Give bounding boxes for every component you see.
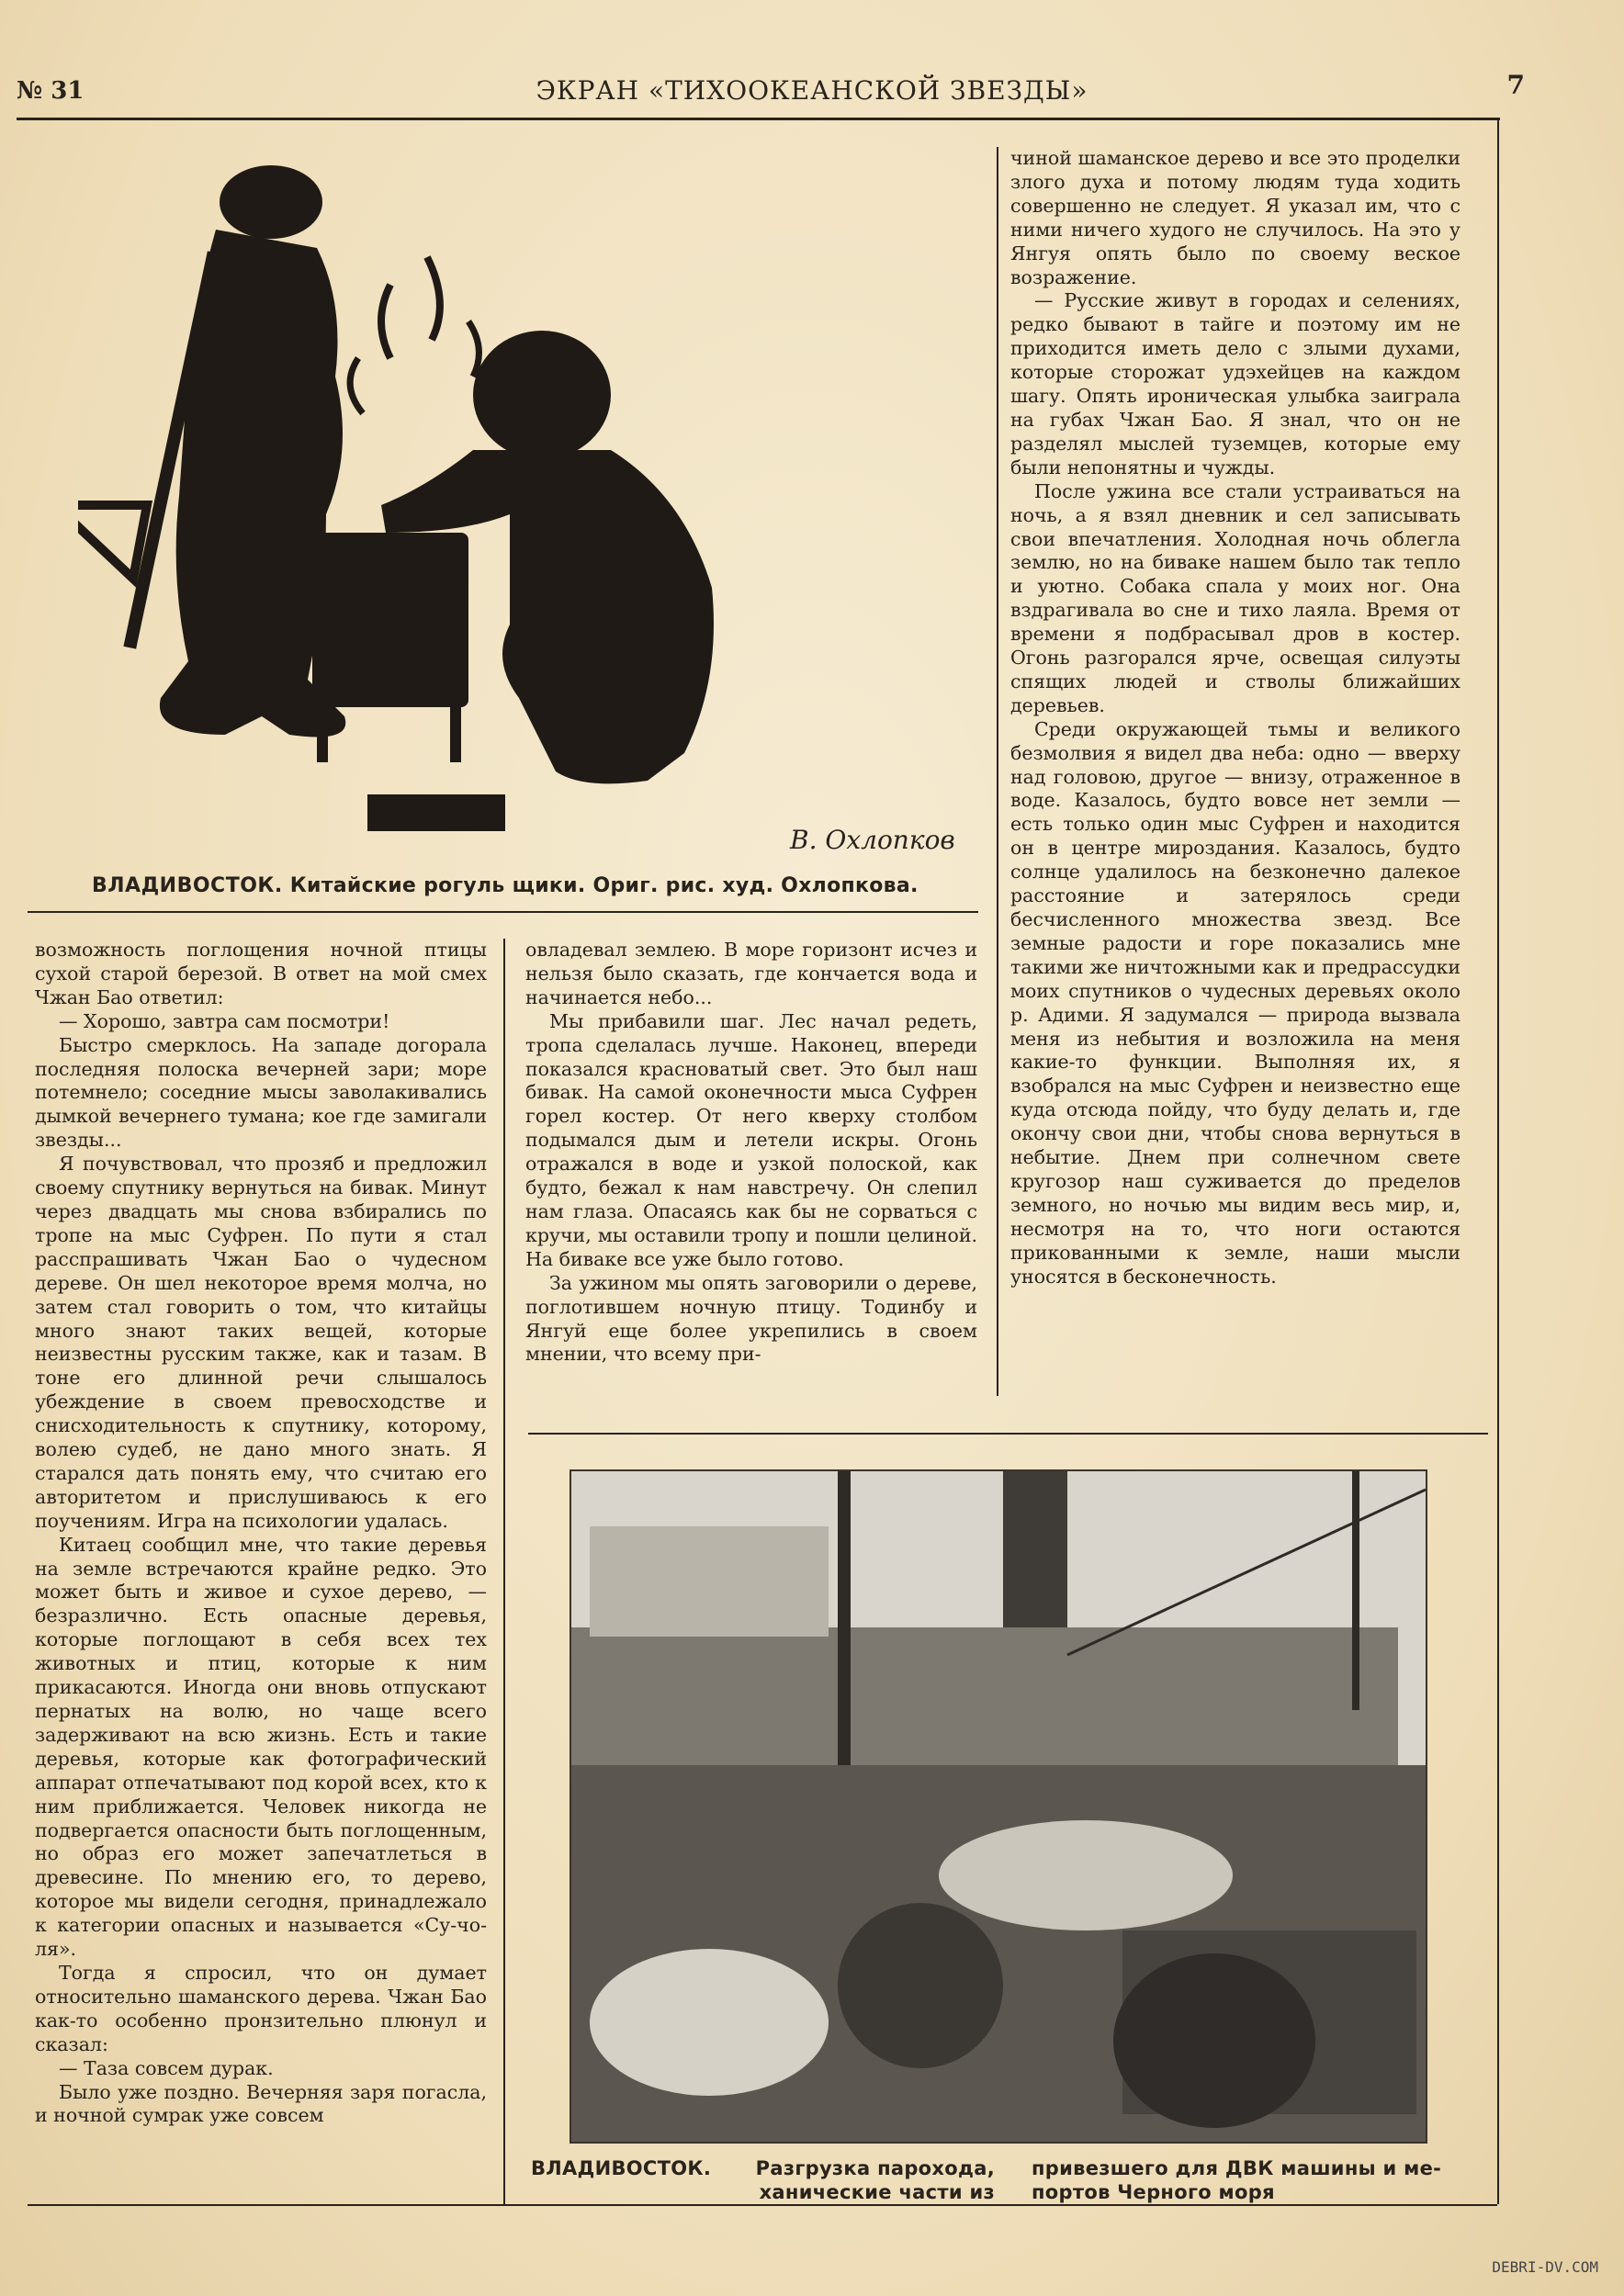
- paragraph: После ужина все стали устраиваться на ночь, а я взял дневник и сел записывать свои впечатления. Холодная ночь облегла землю, но на бивакe нашем было так тепло и уютно. Собака спала у моих ног. Она вздрагивала во сне и тихо лаяла. Время от времени я подбрасывал дров в костер. Огонь разгорался ярче, освещая силуэты спящих людей и стволы ближайших деревьев.: [1010, 479, 1460, 716]
- paragraph: овладевал землею. В море горизонт исчез и нельзя было сказать, где кончается вода и начинается небо...: [525, 939, 977, 1008]
- ship-hull: [571, 1627, 1398, 1765]
- photo-caption-right: привезшего для ДВК машины и ме- портов Черного моря: [1032, 2157, 1442, 2203]
- photo-caption-place: ВЛАДИВОСТОК.: [531, 2157, 712, 2179]
- newspaper-title: ЭКРАН «ТИХООКЕАНСКОЙ ЗВЕЗДЫ»: [536, 75, 1088, 106]
- paragraph: возможность поглощения ночной птицы сухой старой березой. В ответ на мой смех Чжан Бао ответил:: [35, 939, 487, 1008]
- article-column-top-right: [1010, 147, 1460, 1289]
- paragraph: Быстро смерклось. На западе догорала последняя полоска вечерней зари; море потемнело; соседние мысы заволакивались дымкой вечернего тумана; кое где замигали звезды...: [35, 1033, 487, 1152]
- paragraph: Тогда я спросил, что он думает относительно шаманского дерева. Чжан Бао как-то особенно пронзительно плюнул и сказал:: [35, 1961, 487, 2055]
- illustration-caption-place: ВЛАДИВОСТОК.: [92, 874, 283, 897]
- column-rule-right: [997, 147, 998, 1396]
- paragraph: — Хорошо, завтра сам посмотри!: [59, 1009, 390, 1032]
- illustration-caption: [92, 874, 974, 897]
- bottom-rule: [28, 2204, 1497, 2206]
- page-number: 7: [1506, 70, 1525, 100]
- column-rule-left: [503, 939, 505, 2204]
- stove: [312, 533, 468, 707]
- photo-caption-middle: Разгрузка парохода, ханические части из: [755, 2157, 995, 2203]
- standing-figure-head: [220, 165, 322, 239]
- ship-funnel: [1003, 1471, 1067, 1627]
- paragraph: — Русские живут в городах и селениях, редко бывают в тайге и поэтому им не приходится иметь дело с злыми духами, которые сторожат удэхейцев на каждом шагу. Опять ироническая улыбка заиграла на губах Чжан Бао. Я знал, что он не разделял мыслей туземцев, которые ему были непонятны и чужды.: [1010, 289, 1460, 478]
- stove-tray: [367, 794, 505, 831]
- paragraph: Мы прибавили шаг. Лес начал редеть, тропа сделалась лучше. Наконец, впереди показался красноватый свет. Это был наш бивак. На самой оконечности мыса Суфрен горел костер. От него кверху столбом подымался дым и летели искры. Огонь отражался в воде и узкой полоской, как будто, бежал к нам навстречу. Он слепил нам глаза. Опасаясь как бы не сорваться с кручи, мы оставили тропу и пошли целиной. На бивакe все уже было готово.: [525, 1009, 977, 1270]
- ship-unloading-photo: [570, 1469, 1427, 2144]
- watermark: DEBRI-DV.COM: [1492, 2258, 1598, 2276]
- paragraph: Китаец сообщил мне, что такие деревья на земле встречаются крайне редко. Это может быть и живое и сухое дерево, — безразлично. Есть опасные деревья, которые поглощают в себя всех тех животных и птиц, которые к ним прикасаются. Иногда они вновь отпускают пернатых на волю, но чаще всего задерживают на всю жизнь. Есть и такие деревья, которые как фотографический аппарат отпечатывают под корой всех, кто к ним приближается. Человек никогда не подвергается опасности быть поглощенным, но образ его может запечатлеться в древесине. По мнению его, то дерево, которое мы видели сегодня, принадлежало к категории опасных и называется «Су-чо-ля».: [35, 1533, 487, 1961]
- article-column-left: [35, 939, 487, 2128]
- photo-caption: [531, 2156, 1486, 2204]
- photo-top-rule: [528, 1433, 1488, 1435]
- crouching-figure-head: [473, 331, 611, 459]
- paragraph: Я почувствовал, что прозяб и предложил своему спутнику вернуться на бивак. Минут через двадцать мы снова взбирались по тропе на мыс Суфрен. По пути я стал расспрашивать Чжан Бао о чудесном дереве. Он шел некоторое время молча, но затем стал говорить о том, что китайцы много знают таких вещей, которые неизвестны русским также, как и тазам. В тоне его длинной речи слышалось убеждение в своем превосходстве и снисходительность к спутнику, которому, волею судеб, не дано много знать. Я старался дать понять ему, что считаю его авторитетом и прислушиваюсь к его поучениям. Игра на психологии удалась.: [35, 1153, 487, 1532]
- silhouette-illustration: [78, 147, 942, 863]
- caption-rule: [28, 911, 978, 913]
- artist-signature: В. Охлопков: [790, 825, 955, 855]
- paragraph: Было уже поздно. Вечерняя заря погасла, и ночной сумрак уже совсем: [35, 2080, 487, 2127]
- paragraph: — Таза совсем дурак.: [59, 2056, 274, 2079]
- ship-deckhouse: [590, 1526, 829, 1637]
- illustration-caption-text: Китайские рогуль щики. Ориг. рис. худ. Охлопкова.: [289, 874, 919, 897]
- column-rule-far-right: [1497, 118, 1499, 2204]
- paragraph: За ужином мы опять заговорили о дереве, поглотившем ночную птицу. Тодинбу и Янгуй еще более укрепились в своем мнении, что всему при-: [525, 1271, 977, 1366]
- paragraph: чиной шаманское дерево и все это проделки злого духа и потому людям туда ходить совершенно не следует. Я указал им, что с ними ничего худого не случилось. На это у Янгуя опять было по своему веское возражение.: [1010, 147, 1460, 288]
- issue-number: № 31: [17, 77, 85, 105]
- article-column-middle: [525, 939, 977, 1367]
- paragraph: Среди окружающей тьмы и великого безмолвия я видел два неба: одно — вверху над головою, другое — внизу, отраженное в воде. Казалось, будто вовсе нет земли — есть только один мыс Суфрен и находится он в центре мироздания. Казалось, будто солнце удалилось на безконечно далекое расстояние и затерялось среди бесчисленного множества звезд. Все земные радости и горе показались мне такими же ничтожными как и предрассудки моих спутников о чудесных деревьях около р. Адими. Я задумался — природа вызвала меня из небытия и возложила на меня какие-то функции. Выполняя их, я взобрался на мыс Суфрен и неизвестно еще куда отсюда пойду, что буду делать и, где окончу свои дни, чтобы снова вернуться в небытие. Днем при солнечном свете кругозор наш суживается до пределов земного, но ночью мы видим весь мир, и, несмотря на то, что ноги остаются прикованными к земле, наши мысли уносятся в бесконечность.: [1010, 717, 1460, 1288]
- tripod: [78, 505, 147, 579]
- header-rule: [17, 118, 1500, 120]
- cargo-wheel: [838, 1903, 1003, 2068]
- page-header: [0, 64, 1624, 119]
